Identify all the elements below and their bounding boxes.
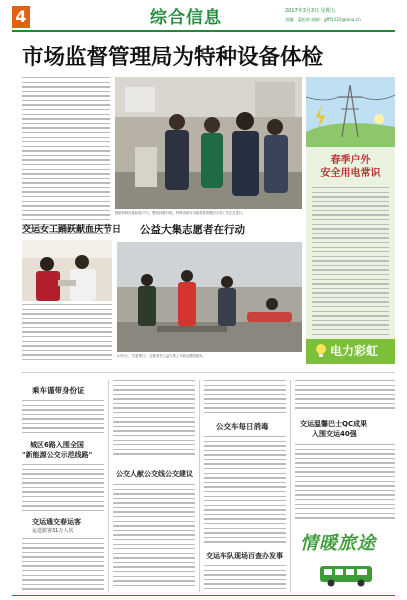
lead-photo-caption: 搜索特种设备检验37台，整改问题18处。特种设备安全隐患排查整治专项工作正在进行。 [115, 211, 246, 215]
lead-headline: 市场监督管理局为特种设备体检 [22, 45, 324, 70]
col-divider-3 [290, 380, 291, 592]
col-divider-1 [108, 380, 109, 592]
blood-photo [22, 240, 112, 301]
spring-subtitle: 安全用电常识 [320, 168, 381, 179]
header-rule [12, 30, 395, 32]
lead-body-text [22, 77, 110, 237]
col3-headline-1: 公交车每日消毒 [216, 422, 269, 431]
col3-text-2 [204, 436, 286, 548]
logo-text: 情暖旅途 [300, 533, 376, 554]
column-label: 电力彩虹 [330, 344, 379, 358]
col-divider-2 [199, 380, 200, 592]
col4-text-2 [295, 444, 395, 524]
col1-headline-1: 乘车谨带身份证 [32, 386, 85, 395]
col2-text-2 [113, 484, 195, 592]
editor-line: 责编：蓝松松 邮箱：gfff1122@sina.cn [285, 17, 361, 22]
lead-photo [115, 77, 302, 209]
date-line: 2017年3月3日 星期五 [285, 8, 336, 14]
col3-text-3 [204, 565, 286, 593]
col1-text-3 [22, 538, 104, 593]
section-title: 综合信息 [150, 8, 222, 28]
power-tower-illustration [306, 77, 395, 147]
spring-title: 春季户外 [330, 155, 371, 166]
col4-headline-1a: 交运温馨巴士QC成果 [300, 420, 368, 428]
volunteer-headline: 公益大集志愿者在行动 [140, 224, 245, 236]
col1-text-2 [22, 464, 104, 516]
blood-headline: 交运女工踊跃献血庆节日 [22, 225, 122, 235]
col1-headline-2b: "新能源公交示范线路" [22, 451, 93, 459]
sidebar [306, 77, 395, 364]
col4-headline-1b: 入围交运40强 [312, 430, 357, 438]
col2-headline-1: 公交人献公交线公交建议 [116, 470, 193, 478]
col1-headline-3b: 运送旅客31万人次 [32, 528, 74, 534]
col1-text-1 [22, 400, 104, 438]
blood-body-text [22, 304, 112, 364]
section-divider [22, 372, 395, 373]
page-number: 4 [15, 7, 27, 26]
footer-rule [12, 595, 395, 596]
col2-text-1 [113, 380, 195, 460]
col1-headline-2a: 城区6路入围全国 [30, 441, 84, 449]
page-header [0, 0, 407, 33]
volunteer-photo-caption: 3月5日，'学雷锋日'，志愿者在公益大集上为群众提供服务。 [117, 354, 206, 358]
col4-text-1 [295, 380, 395, 414]
bus-icon [318, 560, 374, 588]
qingnuan-logo [296, 530, 395, 592]
volunteer-photo [117, 242, 302, 352]
col1-headline-3a: 交运通交春运客 [32, 518, 81, 526]
sidebar-body-text [312, 187, 389, 337]
col3-text-1 [204, 380, 286, 418]
lightbulb-icon [314, 343, 328, 359]
col3-headline-2: 交运车队现场百查办发事 [206, 552, 283, 560]
